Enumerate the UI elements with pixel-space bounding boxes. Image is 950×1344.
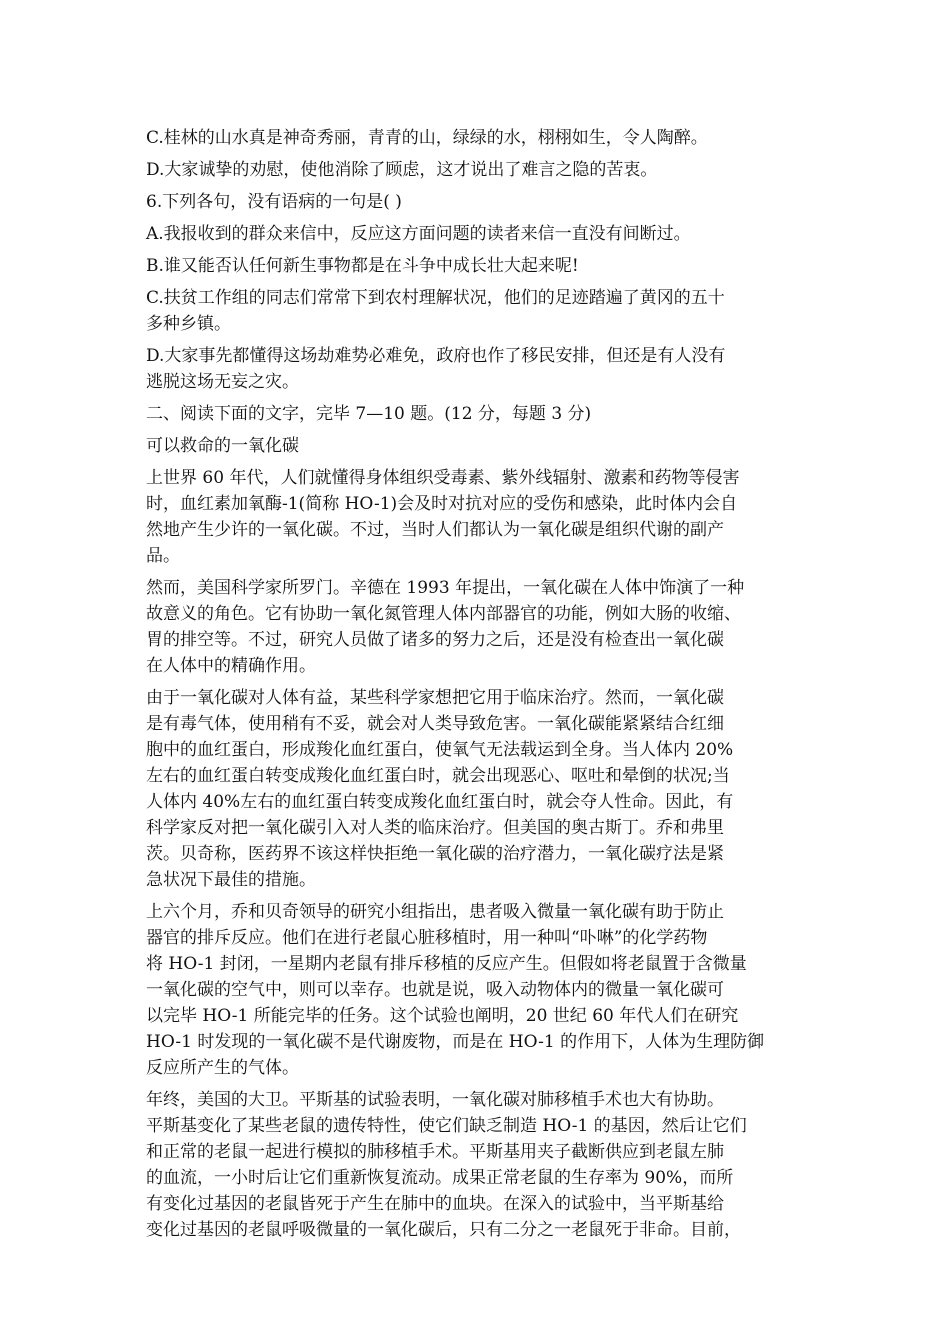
text-line: 平斯基变化了某些老鼠的遗传特性，使它们缺乏制造 HO-1 的基因，然后让它们 [146, 1116, 747, 1136]
q5-option-c: C.桂林的山水真是神奇秀丽，青青的山，绿绿的水，栩栩如生，令人陶醉。 [146, 128, 708, 148]
text-line: 人体内 40%左右的血红蛋白转变成羧化血红蛋白时，就会夺人性命。因此，有 [146, 792, 734, 812]
text-line: 和正常的老鼠一起进行模拟的肺移植手术。平斯基用夹子截断供应到老鼠左肺 [146, 1142, 724, 1162]
text-line: 时，血红素加氧酶-1(简称 HO-1)会及时对抗对应的受伤和感染，此时体内会自 [146, 494, 738, 514]
text-line: 由于一氧化碳对人体有益，某些科学家想把它用于临床治疗。然而，一氧化碳 [146, 688, 724, 708]
q6-option-c [146, 285, 810, 337]
q6-option-a: A.我报收到的群众来信中，反应这方面问题的读者来信一直没有间断过。 [146, 224, 691, 244]
article-paragraph-3 [146, 685, 810, 893]
text-line: 有变化过基因的老鼠皆死于产生在肺中的血块。在深入的试验中，当平斯基给 [146, 1194, 724, 1214]
text-line: 在人体中的精确作用。 [146, 656, 316, 676]
text-line: 年终，美国的大卫。平斯基的试验表明，一氧化碳对肺移植手术也大有协助。 [146, 1090, 724, 1110]
article-paragraph-2 [146, 575, 810, 679]
text-line: 反应所产生的气体。 [146, 1058, 299, 1078]
text-line: 以完毕 HO-1 所能完毕的任务。这个试验也阐明，20 世纪 60 年代人们在研究 [146, 1006, 739, 1026]
text-line: 上六个月，乔和贝奇领导的研究小组指出，患者吸入微量一氧化碳有助于防止 [146, 902, 724, 922]
text-line: HO-1 时发现的一氧化碳不是代谢废物，而是在 HO-1 的作用下，人体为生理防御 [146, 1032, 765, 1052]
article-paragraph-5 [146, 1087, 810, 1243]
article-paragraph-4 [146, 899, 810, 1081]
text-line: 胞中的血红蛋白，形成羧化血红蛋白，使氧气无法载运到全身。当人体内 20% [146, 740, 734, 760]
text-line: 品。 [146, 546, 180, 566]
text-line: 一氧化碳的空气中，则可以幸存。也就是说，吸入动物体内的微量一氧化碳可 [146, 980, 724, 1000]
article-title: 可以救命的一氧化碳 [146, 436, 299, 456]
text-line: 是有毒气体，使用稍有不妥，就会对人类导致危害。一氧化碳能紧紧结合红细 [146, 714, 724, 734]
text-line: 变化过基因的老鼠呼吸微量的一氧化碳后，只有二分之一老鼠死于非命。目前， [146, 1220, 741, 1240]
q6-option-b: B.谁又能否认任何新生事物都是在斗争中成长壮大起来呢! [146, 256, 579, 276]
q6-option-d [146, 343, 810, 395]
text-line: C.扶贫工作组的同志们常常下到农村理解状况，他们的足迹踏遍了黄冈的五十 [146, 288, 725, 308]
q5-option-d: D.大家诚挚的劝慰，使他消除了顾虑，这才说出了难言之隐的苦衷。 [146, 160, 658, 180]
text-line: 故意义的角色。它有协助一氧化氮管理人体内部器官的功能，例如大肠的收缩、 [146, 604, 741, 624]
text-line: 上世界 60 年代，人们就懂得身体组织受毒素、紫外线辐射、激素和药物等侵害 [146, 468, 740, 488]
text-line: 的血流，一小时后让它们重新恢复流动。成果正常老鼠的生存率为 90%，而所 [146, 1168, 734, 1188]
text-line: 然地产生少许的一氧化碳。不过，当时人们都认为一氧化碳是组织代谢的副产 [146, 520, 724, 540]
text-line: 左右的血红蛋白转变成羧化血红蛋白时，就会出现恶心、呕吐和晕倒的状况;当 [146, 766, 730, 786]
text-line: 急状况下最佳的措施。 [146, 870, 316, 890]
section-heading: 二、阅读下面的文字，完毕 7—10 题。(12 分，每题 3 分) [146, 404, 592, 424]
text-line: D.大家事先都懂得这场劫难势必难免，政府也作了移民安排，但还是有人没有 [146, 346, 726, 366]
text-line: 多种乡镇。 [146, 314, 231, 334]
text-line: 将 HO-1 封闭，一星期内老鼠有排斥移植的反应产生。但假如将老鼠置于含微量 [146, 954, 747, 974]
text-line: 然而，美国科学家所罗门。辛德在 1993 年提出，一氧化碳在人体中饰演了一种 [146, 578, 745, 598]
text-line: 逃脱这场无妄之灾。 [146, 372, 299, 392]
text-line: 科学家反对把一氧化碳引入对人类的临床治疗。但美国的奥古斯丁。乔和弗里 [146, 818, 724, 838]
document-page [146, 125, 810, 1249]
article-paragraph-1 [146, 465, 810, 569]
text-line: 胃的排空等。不过，研究人员做了诸多的努力之后，还是没有检查出一氧化碳 [146, 630, 724, 650]
text-line: 器官的排斥反应。他们在进行老鼠心脏移植时，用一种叫“卟啉”的化学药物 [146, 928, 708, 948]
q6-stem: 6.下列各句，没有语病的一句是( ) [146, 192, 402, 212]
text-line: 茨。贝奇称，医药界不该这样快拒绝一氧化碳的治疗潜力，一氧化碳疗法是紧 [146, 844, 724, 864]
